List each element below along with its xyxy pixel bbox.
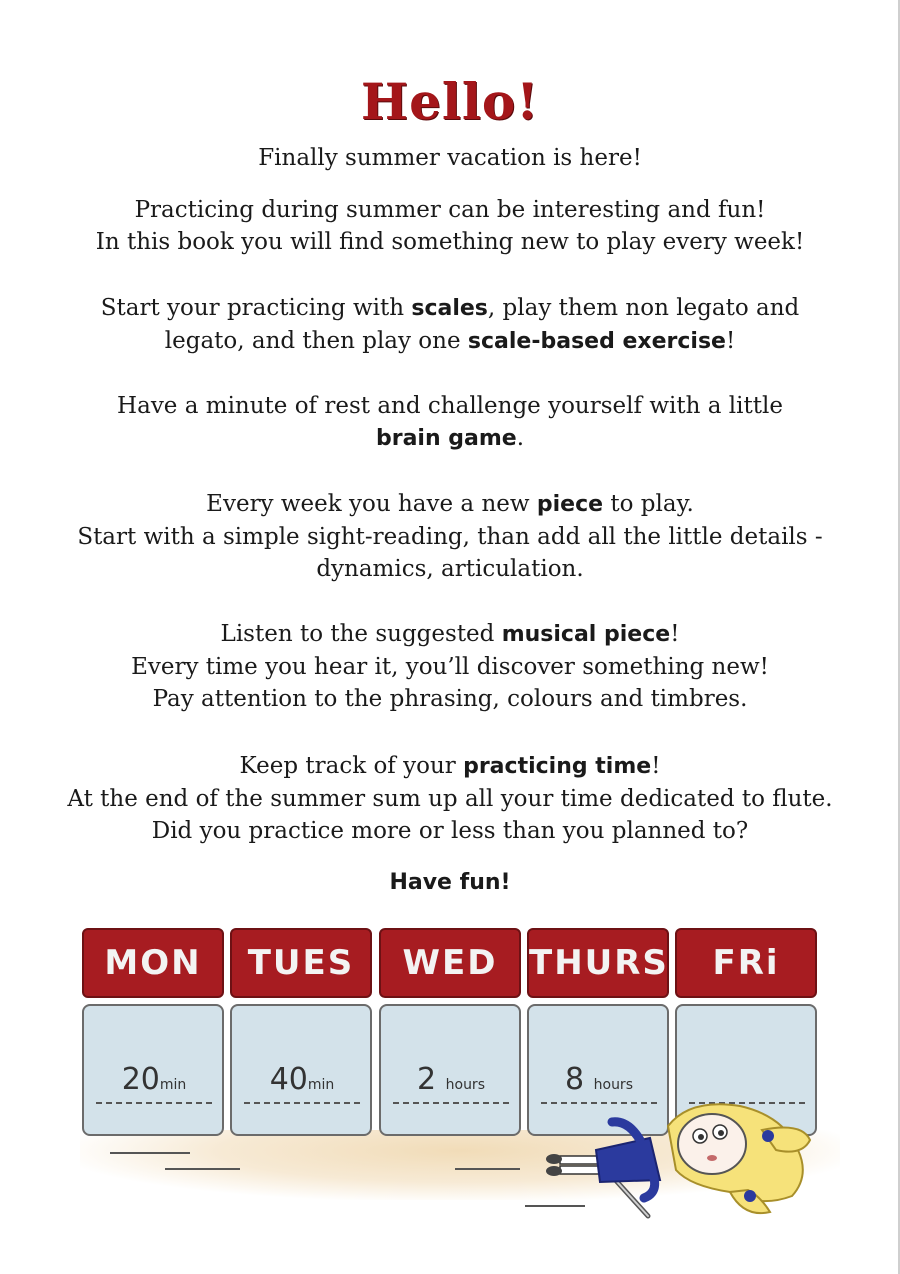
floor-stroke [455,1168,520,1170]
scales-paragraph [40,292,860,358]
intro-line: Finally summer vacation is here! [258,145,642,171]
practicing-time-keyword: practicing time [463,754,652,779]
listen-line-1 [40,618,860,651]
time-entry-mon [82,1004,224,1136]
text: ! [670,621,680,647]
time-line-1 [40,750,860,783]
hair-tie-icon [744,1190,756,1202]
page-title: Hello! [360,72,540,131]
text: ! [725,328,736,354]
day-header-fri: FRi [675,928,817,998]
day-header-wed: WED [379,928,521,998]
piece-line-2: Start with a simple sight-reading, than add all the little details - [77,524,823,550]
piece-line-1 [40,488,860,521]
intro-paragraph [40,142,860,174]
time-line-3: Did you practice more or less than you planned to? [151,818,749,844]
closing-text: Have fun! [389,870,511,895]
amount: 8 [564,1062,585,1097]
unit: hours [593,1077,633,1093]
scales-line-2 [40,325,860,358]
text: Keep track of your [239,753,464,779]
day-header-thurs: THURS [527,928,669,998]
leg [560,1156,600,1164]
brain-line-1: Have a minute of rest and challenge yourself with a little [117,393,783,419]
time-value [543,1062,655,1097]
time-entry-wed [379,1004,521,1136]
time-value [246,1062,358,1097]
entry-line [96,1102,212,1104]
text: ! [651,753,661,779]
piece-line-3: dynamics, articulation. [316,556,584,582]
text: . [516,425,525,451]
unit: hours [445,1077,485,1093]
brain-game-keyword: brain game [375,426,517,451]
scales-line-1 [40,292,860,325]
time-entry-tues [230,1004,372,1136]
text: Start your practicing with [100,295,412,321]
practice-line-2: In this book you will find something new to play every week! [95,229,805,255]
musical-piece-keyword: musical piece [501,622,671,647]
brain-line-2 [40,422,860,455]
piece-keyword: piece [536,492,604,517]
entry-line [244,1102,360,1104]
amount: 2 [416,1062,437,1097]
day-header-mon: MON [82,928,224,998]
text: Listen to the suggested [220,621,502,647]
time-value [395,1062,507,1097]
brain-game-paragraph [40,390,860,455]
floor-stroke [110,1152,190,1154]
text: to play. [603,491,694,517]
practice-line-1: Practicing during summer can be interesting and fun! [134,197,766,223]
unit: min [159,1077,187,1093]
piece-paragraph [40,488,860,585]
listen-line-2: Every time you hear it, you’ll discover something new! [131,654,769,680]
arm [612,1122,640,1140]
time-line-2: At the end of the summer sum up all your time dedicated to flute. [67,786,833,812]
scales-keyword: scales [411,296,488,321]
text: legato, and then play one [164,328,468,354]
text: , play them non legato and [487,295,800,321]
floor-stroke [165,1168,240,1170]
mouth [707,1155,717,1161]
practice-paragraph [40,194,860,258]
listen-paragraph [40,618,860,715]
listen-line-3: Pay attention to the phrasing, colours and timbres. [152,686,748,712]
face [678,1114,746,1174]
exercise-keyword: scale-based exercise [467,329,726,354]
entry-line [393,1102,509,1104]
time-value [98,1062,210,1097]
leg [560,1166,600,1174]
amount: 20 [121,1062,160,1097]
girl-with-flute-illustration [540,1100,820,1220]
hair-tie-icon [762,1130,774,1142]
text: Every week you have a new [206,491,537,517]
amount: 40 [269,1062,308,1097]
time-paragraph [40,750,860,847]
shoe-icon [546,1166,562,1176]
shoe-icon [546,1154,562,1164]
unit: min [307,1077,335,1093]
day-header-tues: TUES [230,928,372,998]
